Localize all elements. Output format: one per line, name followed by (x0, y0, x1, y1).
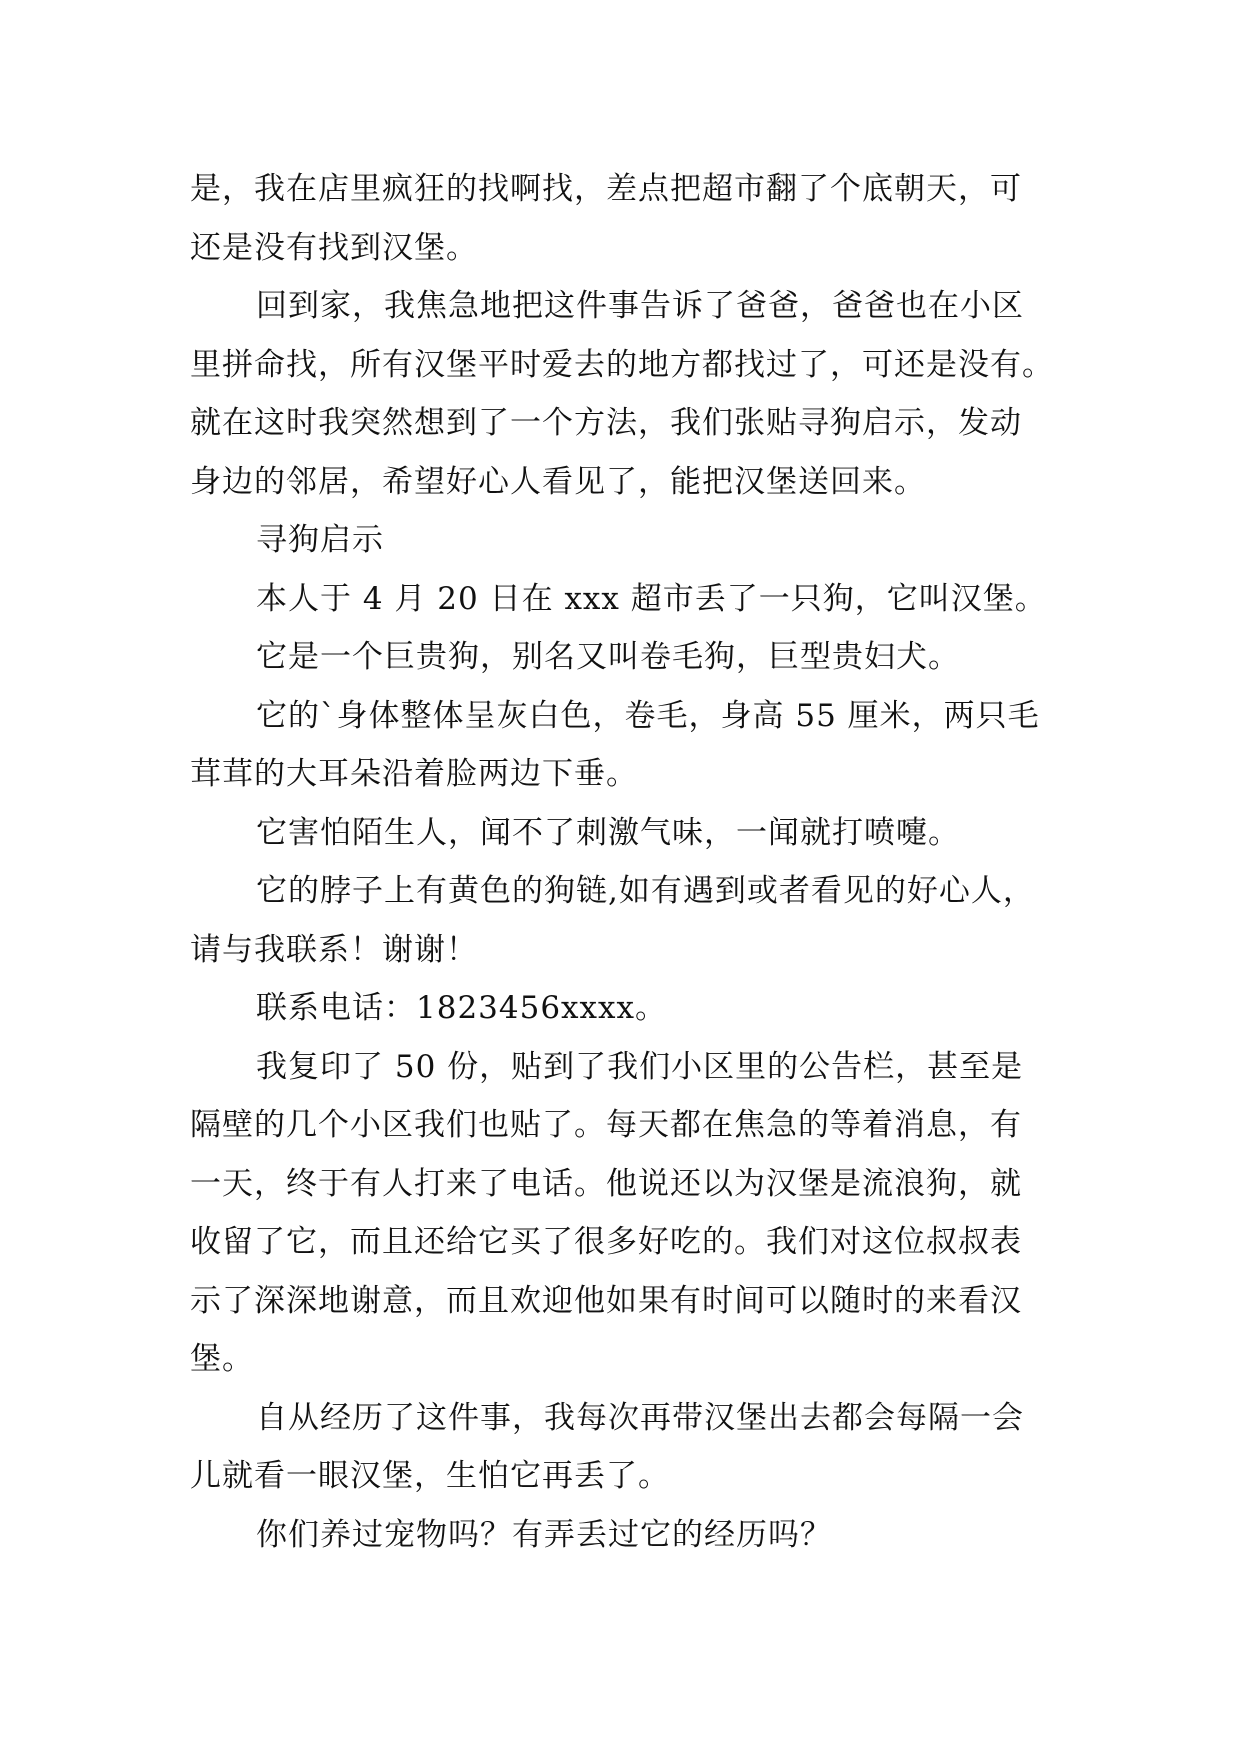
text-line-13: 它的脖子上有黄色的狗链,如有遇到或者看见的好心人， (256, 873, 1035, 909)
text-line-8: 本人于 4 月 20 日在 xxx 超市丢了一只狗，它叫汉堡。 (256, 580, 1047, 617)
text-line-14: 请与我联系！谢谢！ (190, 931, 478, 968)
contact-phone: 联系电话：1823456xxxx。 (256, 990, 667, 1026)
text-line-3: 回到家，我焦急地把这件事告诉了爸爸，爸爸也在小区 (256, 288, 1024, 324)
text-line-17: 隔壁的几个小区我们也贴了。每天都在焦急的等着消息，有 (190, 1107, 1022, 1143)
text-line-18: 一天，终于有人打来了电话。他说还以为汉堡是流浪狗，就 (190, 1165, 1022, 1202)
text-line-1: 是，我在店里疯狂的找啊找，差点把超市翻了个底朝天，可 (190, 171, 1022, 207)
text-line-11: 茸茸的大耳朵沿着脸两边下垂。 (190, 756, 638, 792)
text-line-5: 就在这时我突然想到了一个方法，我们张贴寻狗启示，发动 (190, 405, 1022, 441)
text-line-19: 收留了它，而且还给它买了很多好吃的。我们对这位叔叔表 (190, 1224, 1022, 1260)
text-line-9: 它是一个巨贵狗，别名又叫卷毛狗，巨型贵妇犬。 (256, 639, 960, 675)
notice-heading: 寻狗启示 (256, 522, 384, 558)
text-line-24: 你们养过宠物吗？有弄丢过它的经历吗？ (256, 1516, 832, 1553)
text-line-22: 自从经历了这件事，我每次再带汉堡出去都会每隔一会 (256, 1399, 1024, 1436)
text-line-12: 它害怕陌生人，闻不了刺激气味，一闻就打喷嚏。 (256, 814, 960, 851)
text-line-4: 里拼命找，所有汉堡平时爱去的地方都找过了，可还是没有。 (190, 346, 1054, 383)
document-body (190, 160, 1054, 1564)
text-line-2: 还是没有找到汉堡。 (190, 229, 478, 266)
text-line-23: 儿就看一眼汉堡，生怕它再丢了。 (190, 1458, 670, 1494)
text-line-16: 我复印了 50 份，贴到了我们小区里的公告栏，甚至是 (256, 1048, 1024, 1085)
text-line-21: 堡。 (190, 1341, 254, 1377)
text-line-20: 示了深深地谢意，而且欢迎他如果有时间可以随时的来看汉 (190, 1282, 1022, 1319)
text-line-6: 身边的邻居，希望好心人看见了，能把汉堡送回来。 (190, 463, 926, 500)
text-line-10: 它的`身体整体呈灰白色，卷毛，身高 55 厘米，两只毛 (256, 697, 1040, 734)
